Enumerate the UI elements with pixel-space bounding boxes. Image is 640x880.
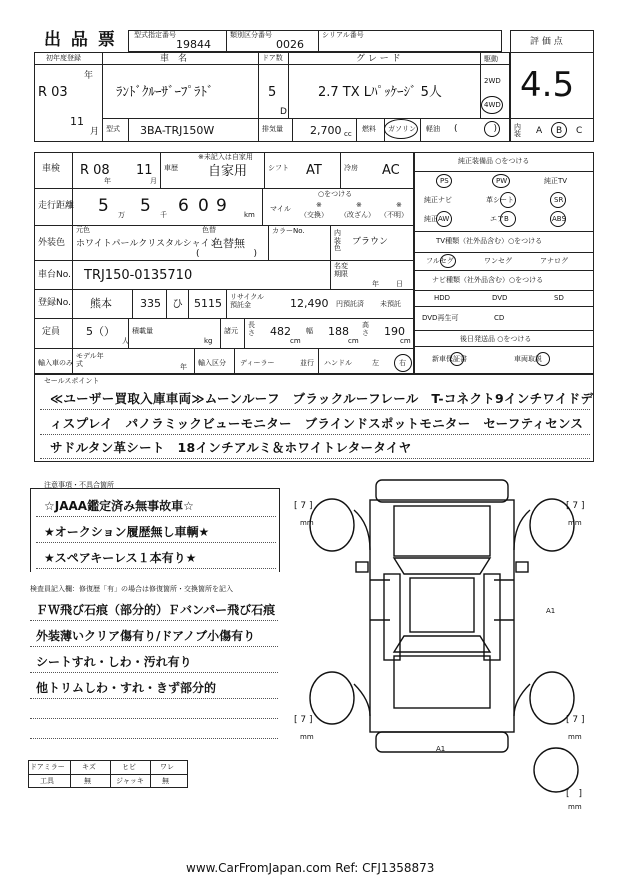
- mileage-label: 走行距離: [38, 201, 75, 211]
- tv-title: TV種類（社外品含む）○をつける: [436, 237, 543, 245]
- nav-title: ナビ種類（社外品含む）○をつける: [432, 276, 544, 284]
- mileage-unknown: （不明）: [380, 211, 408, 219]
- acc-v1: 工具: [40, 777, 54, 785]
- equip-aw-circle: [436, 211, 452, 227]
- tire-rear-left: [310, 672, 354, 724]
- mileage-sen: 千: [160, 211, 167, 219]
- inspector-line-2: 外装薄いクリア傷有り/ドアノブ小傷有り: [36, 629, 256, 643]
- damage-mark-a1-side: A1: [546, 607, 556, 615]
- capacity-value: 5（）: [86, 325, 115, 338]
- shift-label: シフト: [268, 164, 289, 172]
- equip-abs-circle: [550, 211, 566, 227]
- notes-line-1: ☆JAAA鑑定済み無事故車☆: [44, 499, 194, 513]
- mark-1: ※: [316, 201, 322, 209]
- mileage-tampered: （改ざん）: [340, 211, 375, 219]
- capacity-label: 定員: [42, 327, 61, 337]
- recycle-label: リサイクル預託金: [230, 293, 265, 310]
- drive-2wd: 2WD: [484, 77, 501, 85]
- equip-navi: 純正ナビ: [424, 196, 452, 204]
- first-reg-month: 11: [70, 115, 84, 128]
- car-name-value: ﾗﾝﾄﾞｸﾙｰｻﾞｰﾌﾟﾗﾄﾞ: [116, 85, 214, 100]
- fuel-circle: [384, 119, 418, 139]
- repaint-value: 色替無: [212, 237, 245, 250]
- reg-number: 5115: [194, 297, 222, 310]
- type-designation-label: 型式指定番号: [134, 31, 176, 39]
- mileage-digit-5: 9: [216, 196, 227, 216]
- name-change-label: 名変期限: [334, 262, 348, 278]
- fuel-paren: ( ): [454, 124, 498, 134]
- handle-left: 左: [372, 359, 379, 367]
- aircon-label: 冷房: [344, 164, 358, 172]
- interior-color-label: 内装色: [334, 229, 341, 253]
- aircon-value: AC: [382, 163, 400, 178]
- mark-3: ※: [396, 201, 402, 209]
- equip-sr-circle: [550, 192, 566, 208]
- docs-warranty-circle: [450, 352, 464, 366]
- grade-value: 2.7 TX Lﾊﾟｯｹｰｼﾞ 5人: [318, 85, 442, 100]
- name-change-year: 年: [372, 280, 379, 288]
- length-value: 482: [270, 325, 291, 338]
- cc-unit: cc: [344, 130, 352, 138]
- fuel-other-circle: [484, 121, 500, 137]
- chassis-label: 車台No.: [38, 270, 71, 280]
- tire-fr-value: [ 7 ]: [566, 501, 585, 511]
- inspector-line-3: シートすれ・しわ・汚れ有り: [36, 655, 192, 669]
- color-change-label: 色替: [202, 226, 216, 234]
- import-dealer: ディーラー: [240, 359, 275, 367]
- fuel-light-oil: 軽油: [426, 125, 440, 133]
- score-value: 4.5: [520, 65, 575, 105]
- mileage-digit-1: 5: [98, 196, 109, 216]
- footer-ref: www.CarFromJapan.com Ref: CFJ1358873: [186, 861, 435, 875]
- first-reg-label: 初年度登録: [46, 54, 81, 62]
- notes-line-2: ★オークション履歴無し車輌★: [44, 525, 210, 539]
- equip-pw-circle: [492, 174, 510, 188]
- equip-ps: PS: [440, 177, 449, 185]
- equip-ps-circle: [436, 174, 452, 188]
- equip-leather-circle: [500, 192, 516, 208]
- grade-label: グ レ ー ド: [356, 54, 401, 64]
- drive-label: 駆動: [484, 55, 498, 63]
- recycle-unpaid: 未預託: [380, 300, 401, 308]
- inspector-line-4: 他トリムしわ・すれ・きず部分的: [36, 681, 217, 695]
- handle-right-circle: [394, 354, 412, 372]
- serial-number-label: シリアル番号: [322, 31, 364, 39]
- shift-value: AT: [306, 163, 322, 178]
- mileage-digit-3: 6: [178, 196, 189, 216]
- page-title: 出 品 票: [44, 30, 117, 50]
- tire-rl-value: [ 7 ]: [294, 715, 313, 725]
- repaint-paren: ( ): [196, 249, 258, 259]
- mileage-exchange: （交換）: [300, 211, 328, 219]
- doors-label: ドア数: [262, 54, 283, 62]
- exterior-color-value: ホワイトパールクリスタルシャイン: [76, 239, 219, 249]
- docs-manual-circle: [536, 352, 550, 366]
- reg-label: 登録No.: [38, 298, 71, 308]
- model-label: 型式: [106, 125, 120, 133]
- spare-mm: mm: [568, 803, 582, 811]
- handle-label: ハンドル: [324, 359, 352, 367]
- first-reg-era-year: R 03: [38, 85, 68, 100]
- notes-line-3: ★スペアキーレス１本有り★: [44, 551, 197, 565]
- dims-label: 諸元: [224, 327, 238, 335]
- doors-value: 5: [268, 85, 277, 100]
- tire-rr-mm: mm: [568, 733, 582, 741]
- displacement-value: 2,700: [310, 124, 342, 137]
- mileage-mile: マイル: [270, 205, 291, 213]
- drive-4wd-circle: [481, 96, 503, 114]
- interior-b-circle: [551, 122, 567, 138]
- acc-h2: キズ: [82, 763, 96, 771]
- equip-aw: 純正AW: [424, 215, 450, 223]
- fuel-gasoline: ガソリン: [388, 125, 416, 133]
- class-number-label: 類別区分番号: [230, 31, 272, 39]
- recycle-unit: 円預託済: [336, 300, 364, 308]
- shaken-year: R 08: [80, 163, 110, 178]
- chassis-value: TRJ150-0135710: [84, 268, 193, 283]
- name-change-day: 日: [396, 280, 403, 288]
- docs-manual: 車両取説: [514, 355, 542, 363]
- car-name-label: 車 名: [160, 54, 188, 64]
- length-cm: cm: [290, 337, 301, 345]
- nav-dvd: DVD: [492, 294, 508, 302]
- sales-point-label: セールスポイント: [44, 377, 100, 385]
- drive-4wd: 4WD: [484, 101, 501, 109]
- reg-class: 335: [140, 297, 161, 310]
- model-year-kanji: 年: [180, 363, 187, 371]
- height-cm: cm: [400, 337, 411, 345]
- equip-pw: PW: [496, 177, 508, 185]
- load-unit: kg: [204, 337, 213, 345]
- tire-front-left: [310, 499, 354, 551]
- score-label: 評 価 点: [530, 37, 563, 47]
- equip-tv: 純正TV: [544, 177, 568, 185]
- height-label: 高さ: [362, 321, 369, 337]
- equip-airbag-circle: [500, 211, 516, 227]
- load-label: 積載量: [132, 327, 153, 335]
- acc-h3: ヒビ: [122, 763, 136, 771]
- sales-line-3: サドルタン革シート 18インチアルミ＆ホワイトレタータイヤ: [50, 440, 412, 455]
- import-class-label: 輸入区分: [198, 359, 226, 367]
- tire-fr-mm: mm: [568, 519, 582, 527]
- equip-sr: SR: [554, 196, 564, 204]
- genuine-title: 純正装備品 ○をつける: [458, 157, 530, 165]
- acc-v2: 無: [84, 777, 91, 785]
- tire-rr-value: [ 7 ]: [566, 715, 585, 725]
- interior-b: B: [556, 126, 563, 136]
- sales-line-2: ィスプレイ パノラミックビューモニター ブラインドスポットモニター セーフティセンス: [50, 416, 584, 431]
- month-kanji: 月: [90, 127, 100, 137]
- acc-v3: ジャッキ: [116, 777, 144, 785]
- length-label: 長さ: [248, 321, 255, 337]
- interior-grade-label: 内装: [514, 123, 521, 138]
- interior-a: A: [536, 126, 543, 136]
- color-no-label: カラーNo.: [272, 227, 305, 235]
- acc-v4: 無: [162, 777, 169, 785]
- year-kanji: 年: [84, 71, 94, 81]
- width-label: 幅: [306, 327, 313, 335]
- tire-fl-value: [ 7 ]: [294, 501, 313, 511]
- tire-rl-mm: mm: [300, 733, 314, 741]
- car-damage-diagram: [284, 470, 604, 810]
- docs-title: 後日発送品 ○をつける: [460, 335, 532, 343]
- spare-bracket: [ ]: [566, 789, 583, 799]
- acc-h4: ワレ: [160, 763, 174, 771]
- capacity-unit: 人: [122, 337, 129, 345]
- width-cm: cm: [348, 337, 359, 345]
- height-value: 190: [384, 325, 405, 338]
- mileage-circle-note: ○をつける: [318, 190, 353, 198]
- type-designation-value: 19844: [176, 38, 211, 51]
- inspector-label: 検査員記入欄：修復歴「有」の場合は修復箇所・交換箇所を記入: [30, 585, 233, 593]
- original-color-label: 元色: [76, 226, 90, 234]
- import-parallel: 並行: [300, 359, 314, 367]
- mileage-km: km: [244, 211, 255, 219]
- shaken-month: 11: [136, 163, 153, 178]
- interior-color-value: ブラウン: [352, 237, 389, 247]
- class-number-value: 0026: [276, 38, 304, 51]
- mileage-digit-2: 5: [140, 196, 151, 216]
- recycle-amount: 12,490: [290, 297, 329, 310]
- equip-leather: 革シート: [486, 196, 514, 204]
- doors-d: D: [280, 107, 287, 117]
- spare-tire: [534, 748, 578, 792]
- tv-fullseg-circle: [440, 254, 456, 268]
- tv-analog: アナログ: [540, 257, 568, 265]
- tv-fullseg: フルセグ: [426, 257, 454, 265]
- damage-mark-a1-rear: A1: [436, 745, 446, 753]
- acc-h1: ドアミラー: [30, 763, 65, 771]
- exterior-color-label: 外装色: [38, 238, 66, 248]
- mark-2: ※: [356, 201, 362, 209]
- usage-note: ※未記入は自家用: [198, 153, 253, 161]
- usage-value: 自家用: [208, 164, 248, 179]
- shaken-month-kanji: 月: [150, 177, 157, 185]
- mileage-man: 万: [118, 211, 125, 219]
- nav-cd: CD: [494, 314, 505, 322]
- model-year-label: モデル年式: [76, 352, 104, 369]
- sales-line-1: ≪ユーザー買取入庫車両≫ムーンルーフ ブラックルーフレール T-コネクト9インチワイドデ: [50, 391, 594, 406]
- equip-airbag: エアB: [490, 215, 509, 223]
- notes-label: 注意事項・不具合箇所: [44, 481, 114, 489]
- nav-sd: SD: [554, 294, 564, 302]
- displacement-label: 排気量: [262, 125, 283, 133]
- width-value: 188: [328, 325, 349, 338]
- model-value: 3BA-TRJ150W: [140, 124, 215, 137]
- interior-c: C: [576, 126, 583, 136]
- shaken-label: 車検: [42, 164, 61, 174]
- reg-kana: ひ: [172, 297, 183, 310]
- inspector-line-1: ＦＷ飛び石痕（部分的）Ｆバンパー飛び石痕: [36, 603, 276, 617]
- fuel-label: 燃料: [362, 125, 376, 133]
- tv-oneseg: ワンセグ: [484, 257, 512, 265]
- nav-dvd-play: DVD再生可: [422, 314, 459, 322]
- handle-right: 右: [399, 359, 406, 367]
- shaken-year-kanji: 年: [104, 177, 111, 185]
- import-label: 輸入車のみ: [38, 359, 73, 367]
- reg-place: 熊本: [90, 297, 112, 310]
- tire-fl-mm: mm: [300, 519, 314, 527]
- equip-abs: ABS: [552, 215, 566, 223]
- mileage-digit-4: 0: [198, 196, 209, 216]
- docs-warranty: 新車保証書: [432, 355, 467, 363]
- nav-hdd: HDD: [434, 294, 451, 302]
- usage-label: 車歴: [164, 164, 178, 172]
